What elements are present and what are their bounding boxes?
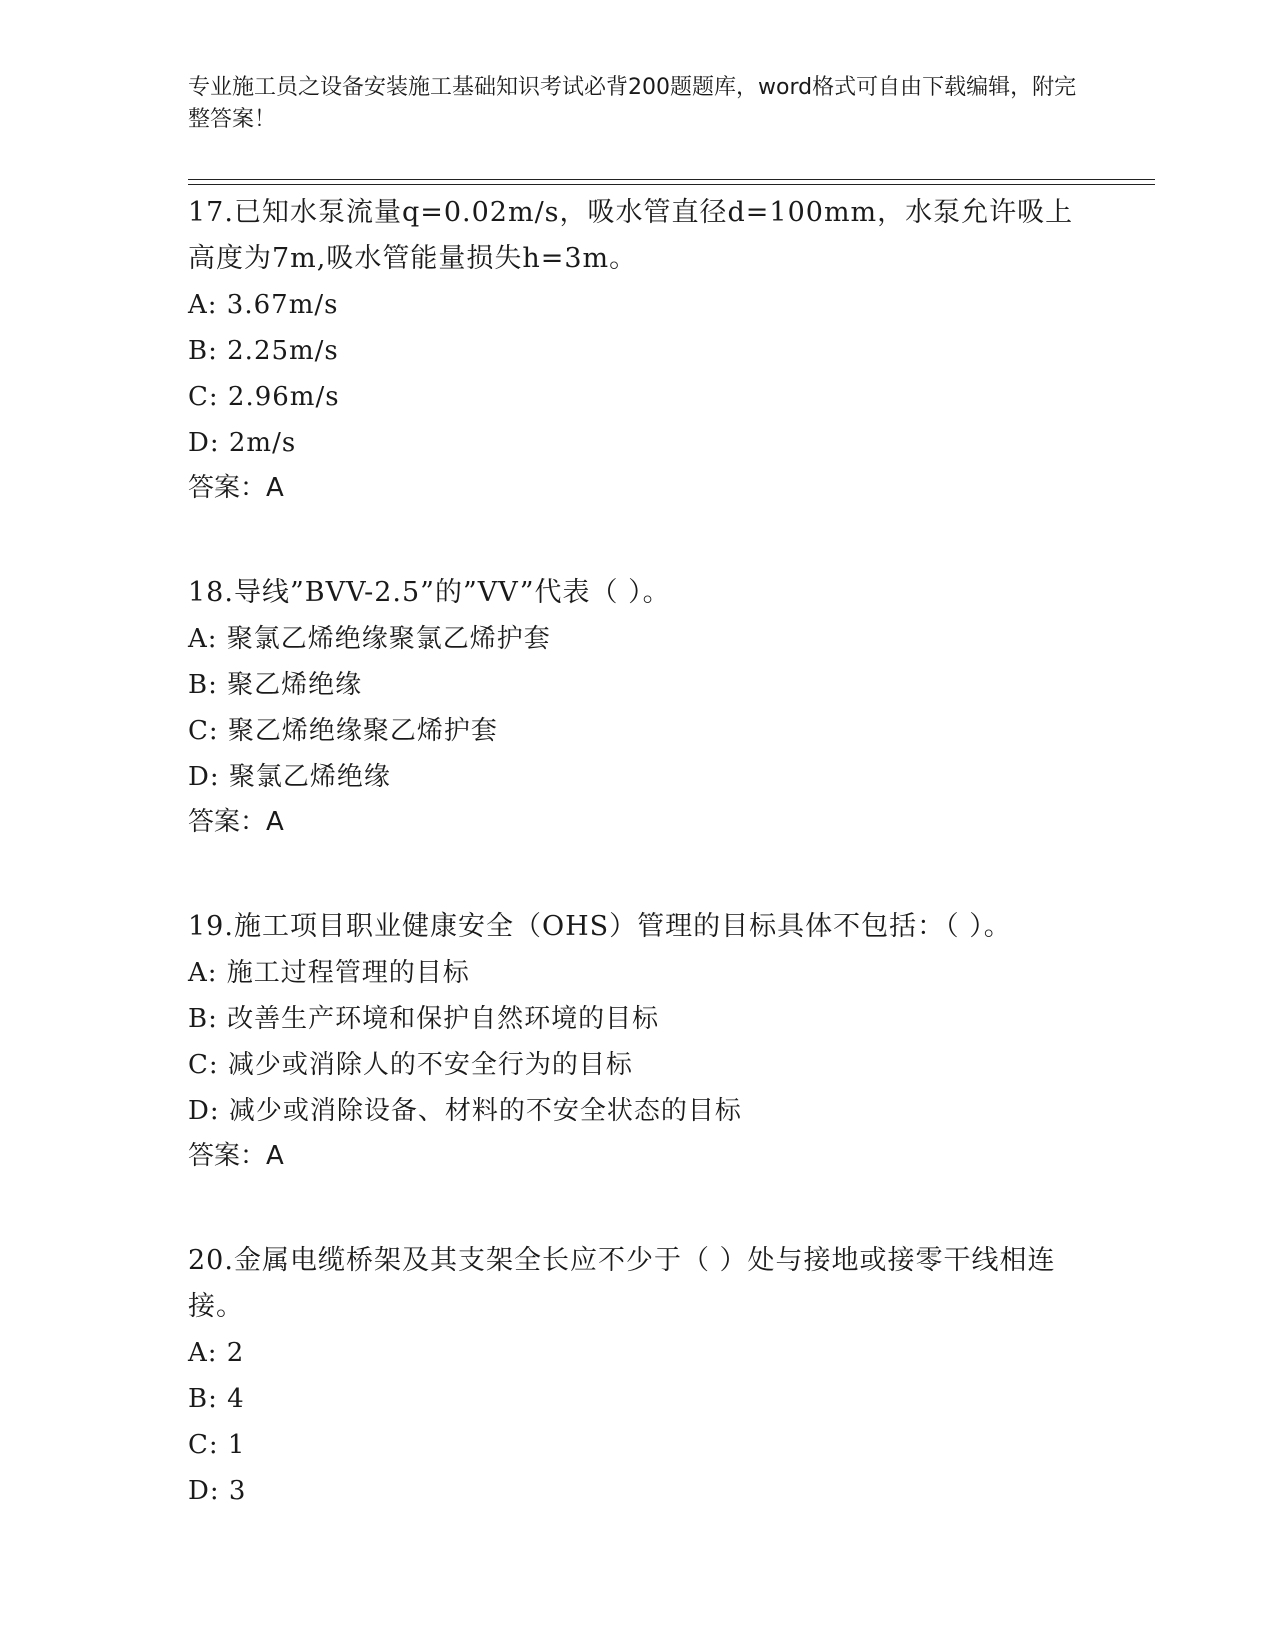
question-text: 19.施工项目职业健康安全（OHS）管理的目标具体不包括：（ ）。 <box>188 911 1012 942</box>
option-a: A: 施工过程管理的目标 <box>188 958 470 988</box>
header-rule-top <box>188 179 1155 180</box>
option-a: A: 3.67m/s <box>188 290 339 320</box>
option-d: D: 2m/s <box>188 428 297 458</box>
answer-label: 答案：A <box>188 807 284 837</box>
option-b: B: 4 <box>188 1384 245 1414</box>
question-17 <box>188 190 1088 510</box>
question-18 <box>188 570 1088 844</box>
answer-label: 答案：A <box>188 1141 284 1171</box>
spacer <box>188 1178 1088 1238</box>
question-20 <box>188 1238 1088 1514</box>
question-text: 18.导线”BVV-2.5”的”VV”代表（ ）。 <box>188 577 671 608</box>
option-b: B: 改善生产环境和保护自然环境的目标 <box>188 1004 660 1034</box>
document-header: 专业施工员之设备安装施工基础知识考试必背200题题库，word格式可自由下载编辑，附完整答案！ <box>188 75 1077 132</box>
option-c: C: 聚乙烯绝缘聚乙烯护套 <box>188 716 498 746</box>
option-c: C: 减少或消除人的不安全行为的目标 <box>188 1050 633 1080</box>
question-list <box>188 190 1088 1514</box>
option-d: D: 减少或消除设备、材料的不安全状态的目标 <box>188 1096 742 1126</box>
option-c: C: 2.96m/s <box>188 382 340 412</box>
spacer <box>188 844 1088 904</box>
option-b: B: 2.25m/s <box>188 336 339 366</box>
option-a: A: 聚氯乙烯绝缘聚氯乙烯护套 <box>188 624 551 654</box>
header-rule-bottom <box>188 184 1155 185</box>
option-c: C: 1 <box>188 1430 246 1460</box>
option-a: A: 2 <box>188 1338 245 1368</box>
option-d: D: 3 <box>188 1476 247 1506</box>
question-19 <box>188 904 1088 1178</box>
spacer <box>188 510 1088 570</box>
option-b: B: 聚乙烯绝缘 <box>188 670 363 700</box>
option-d: D: 聚氯乙烯绝缘 <box>188 762 391 792</box>
answer-label: 答案：A <box>188 473 284 503</box>
question-text: 17.已知水泵流量q=0.02m/s，吸水管直径d=100mm，水泵允许吸上高度为7m,吸水管能量损失h=3m。 <box>188 197 1074 274</box>
question-text: 20.金属电缆桥架及其支架全长应不少于（ ）处与接地或接零干线相连接。 <box>188 1245 1056 1322</box>
